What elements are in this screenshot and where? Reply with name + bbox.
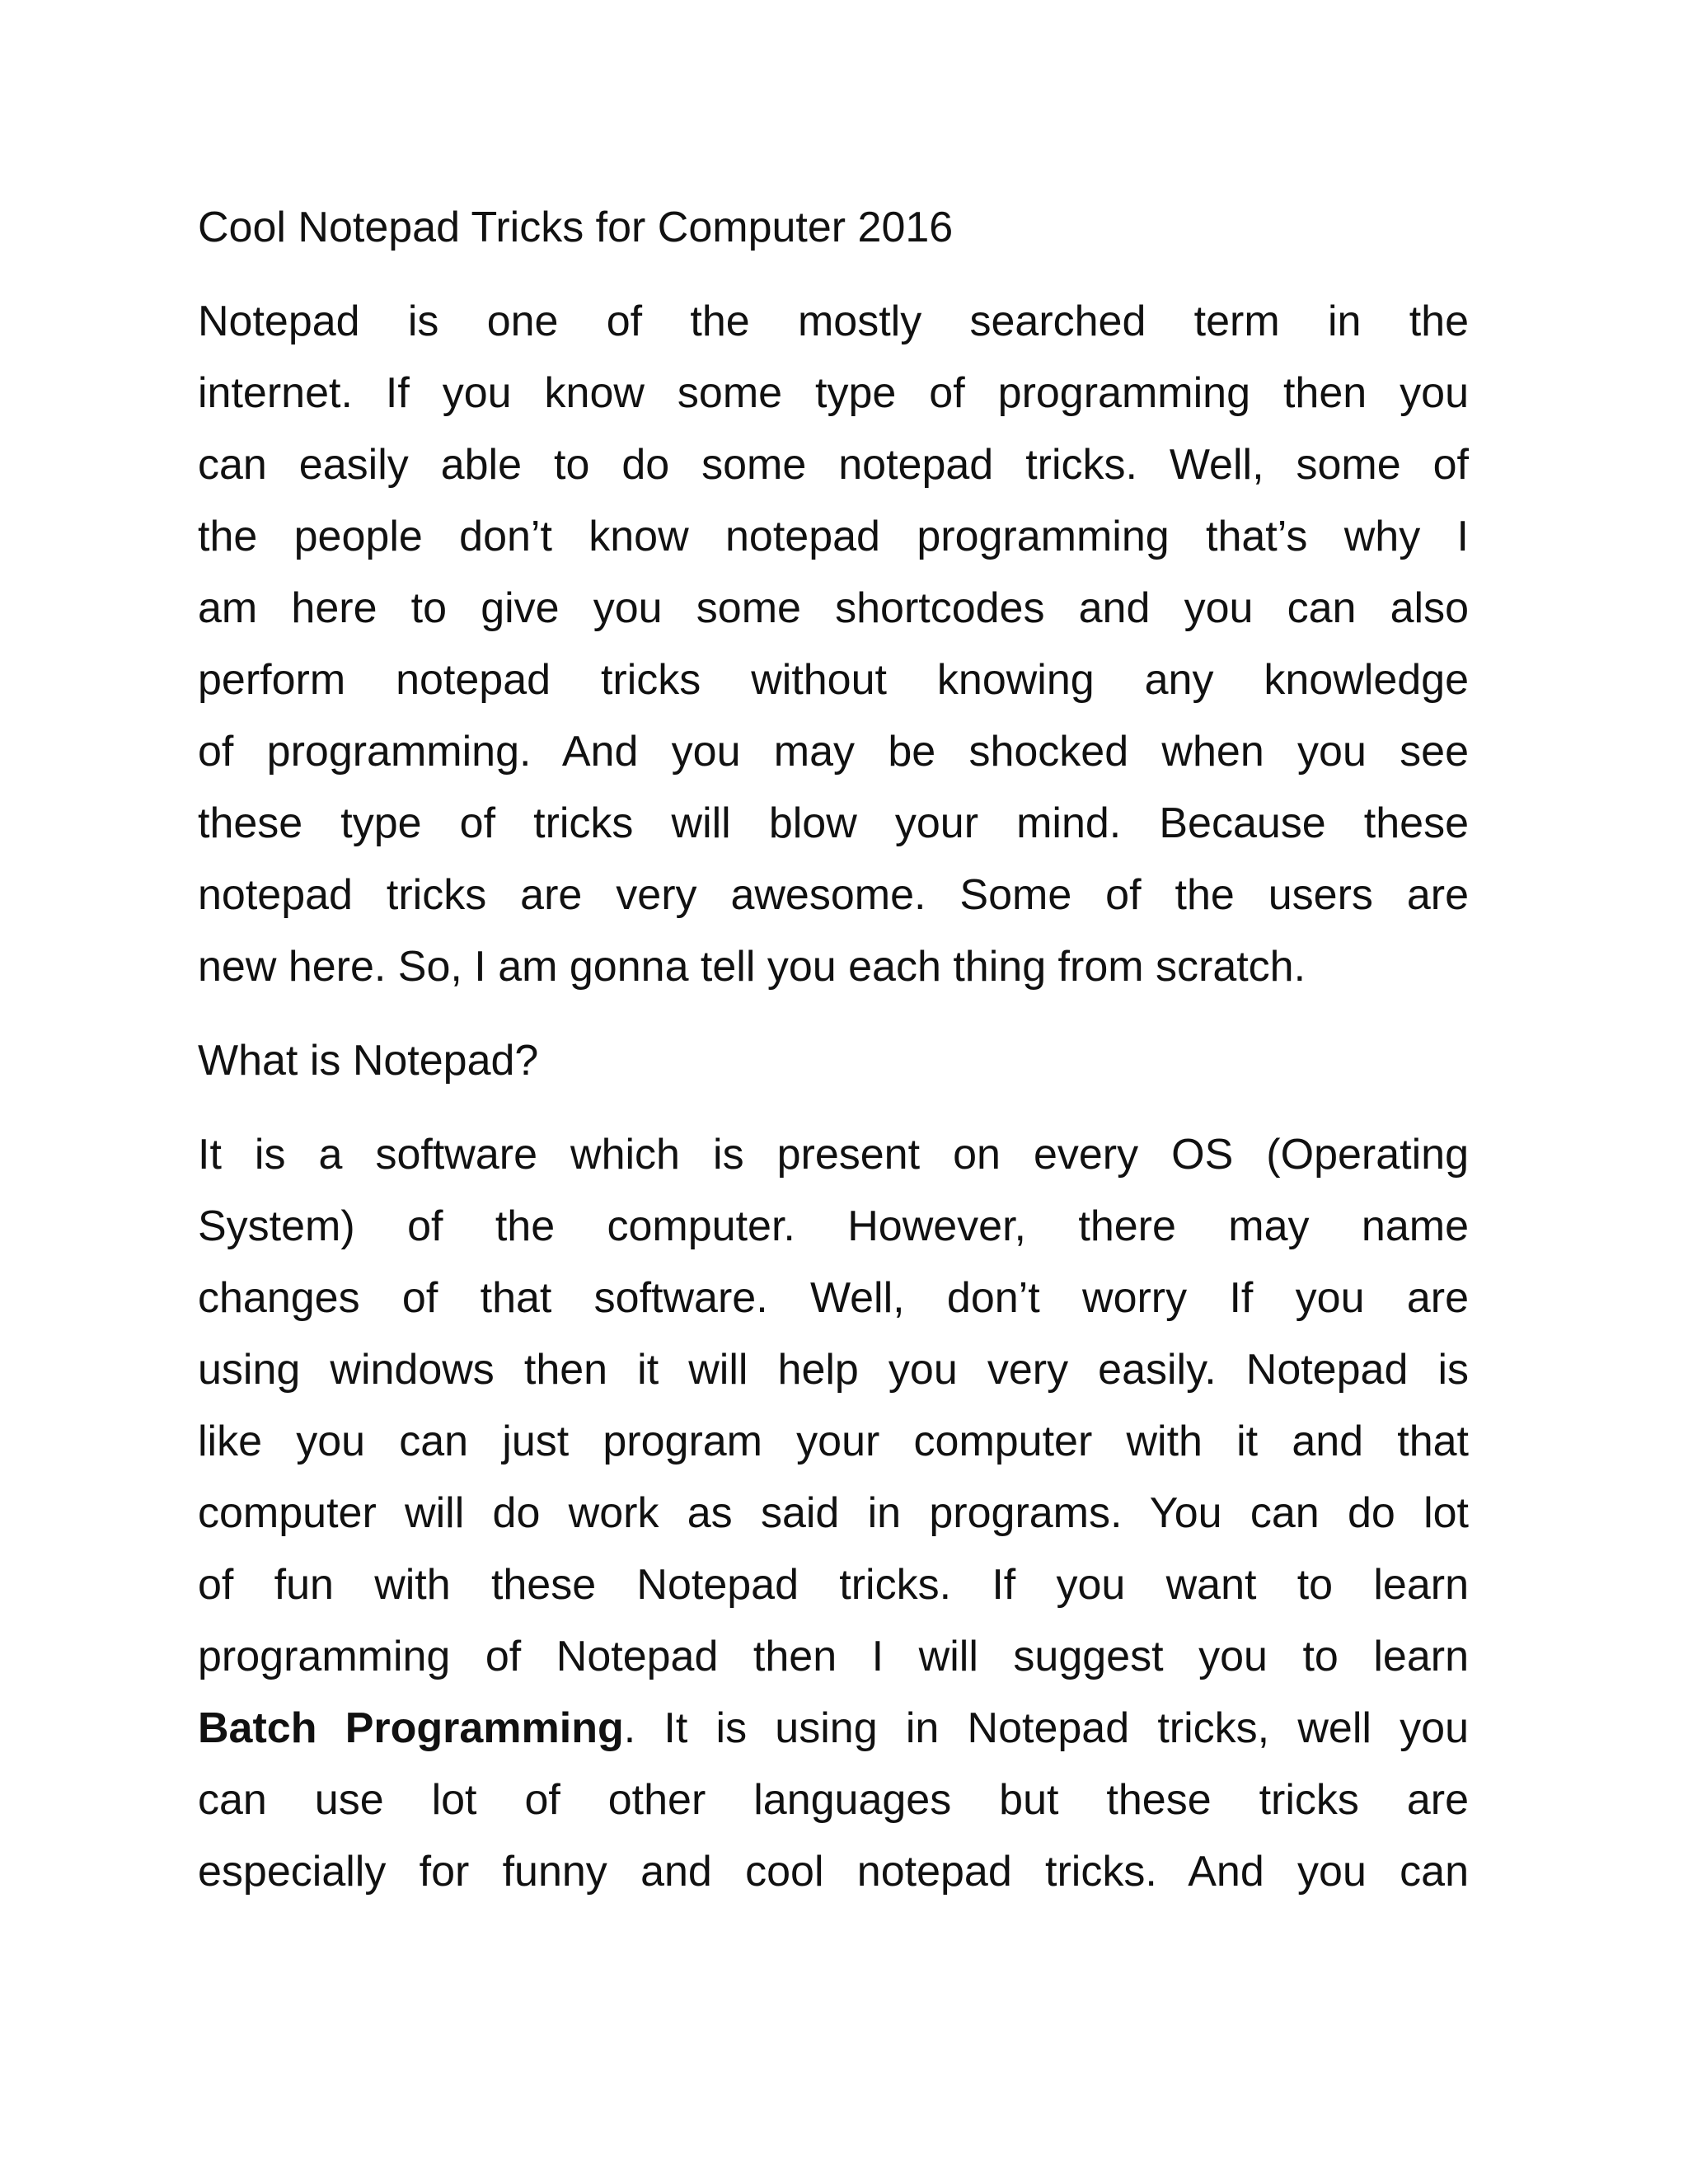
paragraph-line: new here. So, I am gonna tell you each thing from scratch. [198, 943, 1306, 991]
batch-programming-bold: Batch Programming [198, 1704, 624, 1752]
paragraph-line: programming of Notepad then I will suggest you to learn [198, 1633, 1469, 1680]
paragraph-line: can use lot of other languages but these tricks are [198, 1776, 1469, 1824]
batch-programming-rest: . It is using in Notepad tricks, well you [623, 1704, 1469, 1752]
paragraph-line: can easily able to do some notepad tricks. Well, some of [198, 441, 1469, 489]
paragraph-line: internet. If you know some type of programming then you [198, 369, 1469, 417]
paragraph-line: changes of that software. Well, don’t worry If you are [198, 1274, 1469, 1322]
paragraph-line: of programming. And you may be shocked when you see [198, 728, 1469, 776]
section-heading: What is Notepad? [198, 1037, 539, 1085]
paragraph-line: perform notepad tricks without knowing any knowledge [198, 656, 1469, 704]
paragraph-line: am here to give you some shortcodes and you can also [198, 584, 1469, 632]
paragraph-line: computer will do work as said in programs. You can do lot [198, 1489, 1469, 1537]
paragraph-line: System) of the computer. However, there may name [198, 1202, 1469, 1250]
paragraph-line: It is a software which is present on every OS (Operating [198, 1131, 1469, 1179]
paragraph-line: notepad tricks are very awesome. Some of the users are [198, 871, 1469, 919]
paragraph-line: the people don’t know notepad programming that’s why I [198, 513, 1469, 560]
document-title: Cool Notepad Tricks for Computer 2016 [198, 204, 954, 251]
paragraph-line: like you can just program your computer with it and that [198, 1418, 1469, 1465]
paragraph-line: these type of tricks will blow your mind. Because these [198, 799, 1469, 847]
paragraph-line: of fun with these Notepad tricks. If you want to learn [198, 1561, 1469, 1609]
paragraph-line-mixed [198, 1704, 1469, 1753]
paragraph-line: Notepad is one of the mostly searched term in the [198, 298, 1469, 345]
paragraph-line: using windows then it will help you very easily. Notepad is [198, 1346, 1469, 1394]
paragraph-line: especially for funny and cool notepad tricks. And you can [198, 1848, 1469, 1896]
